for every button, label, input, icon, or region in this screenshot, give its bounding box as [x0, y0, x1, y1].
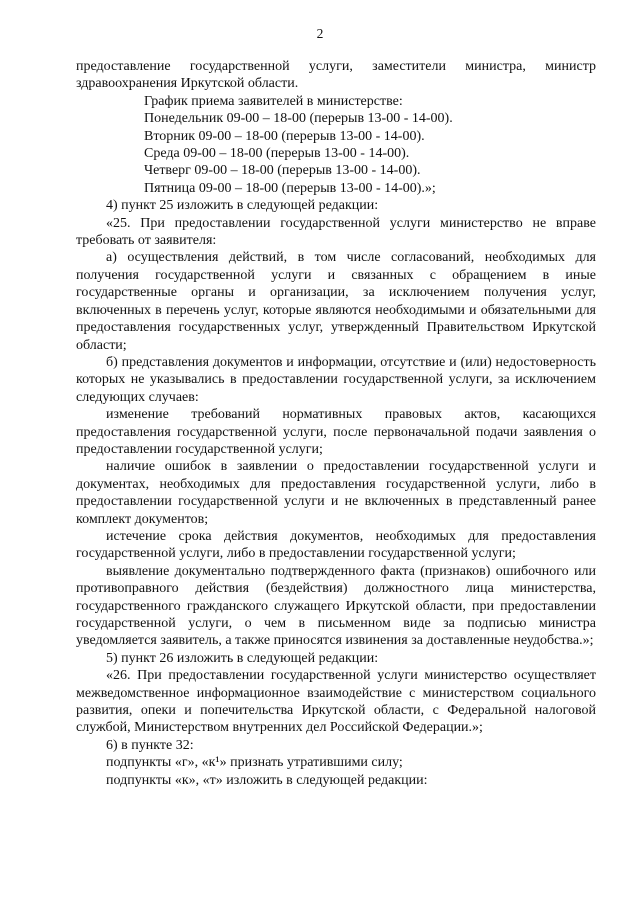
paragraph-point-25: «25. При предоставлении государственной услуги министерство не вправе требовать от заявителя:	[76, 215, 596, 249]
schedule-row-tuesday: Вторник 09-00 – 18-00 (перерыв 13-00 - 14-00).	[144, 128, 425, 144]
schedule-row-friday: Пятница 09-00 – 18-00 (перерыв 13-00 - 14-00).»;	[144, 180, 436, 196]
paragraph-case-wrongful-action: выявление документально подтвержденного факта (признаков) ошибочного или противоправного действия (бездействия) должностного лица министерства, государственного гражданского служащего Иркутской области, при предоставлении государственной услуги, о чем в письменном виде за подписью министра уведомляется заявитель, а также приносятся извинения за доставленные неудобства.»;	[76, 563, 596, 649]
paragraph-item-6: 6) в пункте 32:	[106, 737, 194, 753]
document-body	[76, 58, 596, 789]
paragraph-subpoints-new-wording: подпункты «к», «т» изложить в следующей редакции:	[106, 772, 428, 788]
paragraph-case-errors: наличие ошибок в заявлении о предоставлении государственной услуги и документах, необходимых для предоставления государственной услуги, либо в предоставлении государственной услуги и не включенных в представленный ранее комплект документов;	[76, 459, 596, 527]
paragraph-point-26: «26. При предоставлении государственной услуги министерство осуществляет межведомственное информационное взаимодействие с министерством социального развития, опеки и попечительства Иркутской области, с Федеральной налоговой службой, Министерством внутренних дел Российской Федерации.»;	[76, 668, 596, 736]
paragraph-item-5: 5) пункт 26 изложить в следующей редакции:	[106, 650, 379, 666]
schedule-title: График приема заявителей в министерстве:	[144, 93, 403, 109]
paragraph-subpoint-a: а) осуществления действий, в том числе согласований, необходимых для получения государственной услуги и связанных с обращением в иные государственные органы и организации, за исключением получения услуг, включенных в перечень услуг, которые являются необходимыми и обязательными для предоставления государственных услуг, утвержденный Правительством Иркутской области;	[76, 250, 596, 353]
paragraph-case-expiry: истечение срока действия документов, необходимых для предоставления государственной услуги, либо в предоставлении государственной услуги;	[76, 528, 596, 562]
reception-schedule	[76, 93, 596, 197]
page-number: 2	[316, 26, 324, 41]
paragraph-item-4: 4) пункт 25 изложить в следующей редакции:	[106, 198, 379, 214]
paragraph-case-requirements-change: изменение требований нормативных правовых актов, касающихся предоставления государственной услуги, после первоначальной подачи заявления о предоставлении государственной услуги;	[76, 407, 596, 457]
schedule-row-monday: Понедельник 09-00 – 18-00 (перерыв 13-00 - 14-00).	[144, 111, 453, 127]
paragraph-ministry-officials: предоставление государственной услуги, заместители министра, министр здравоохранения Иркутской области.	[76, 59, 596, 92]
schedule-row-thursday: Четверг 09-00 – 18-00 (перерыв 13-00 - 14-00).	[144, 163, 421, 179]
schedule-row-wednesday: Среда 09-00 – 18-00 (перерыв 13-00 - 14-00).	[144, 146, 410, 162]
paragraph-subpoints-void: подпункты «г», «к¹» признать утратившими силу;	[106, 755, 403, 771]
paragraph-subpoint-b: б) представления документов и информации, отсутствие и (или) недостоверность которых не указывались в предоставлении государственной услуги, за исключением следующих случаев:	[76, 354, 596, 405]
